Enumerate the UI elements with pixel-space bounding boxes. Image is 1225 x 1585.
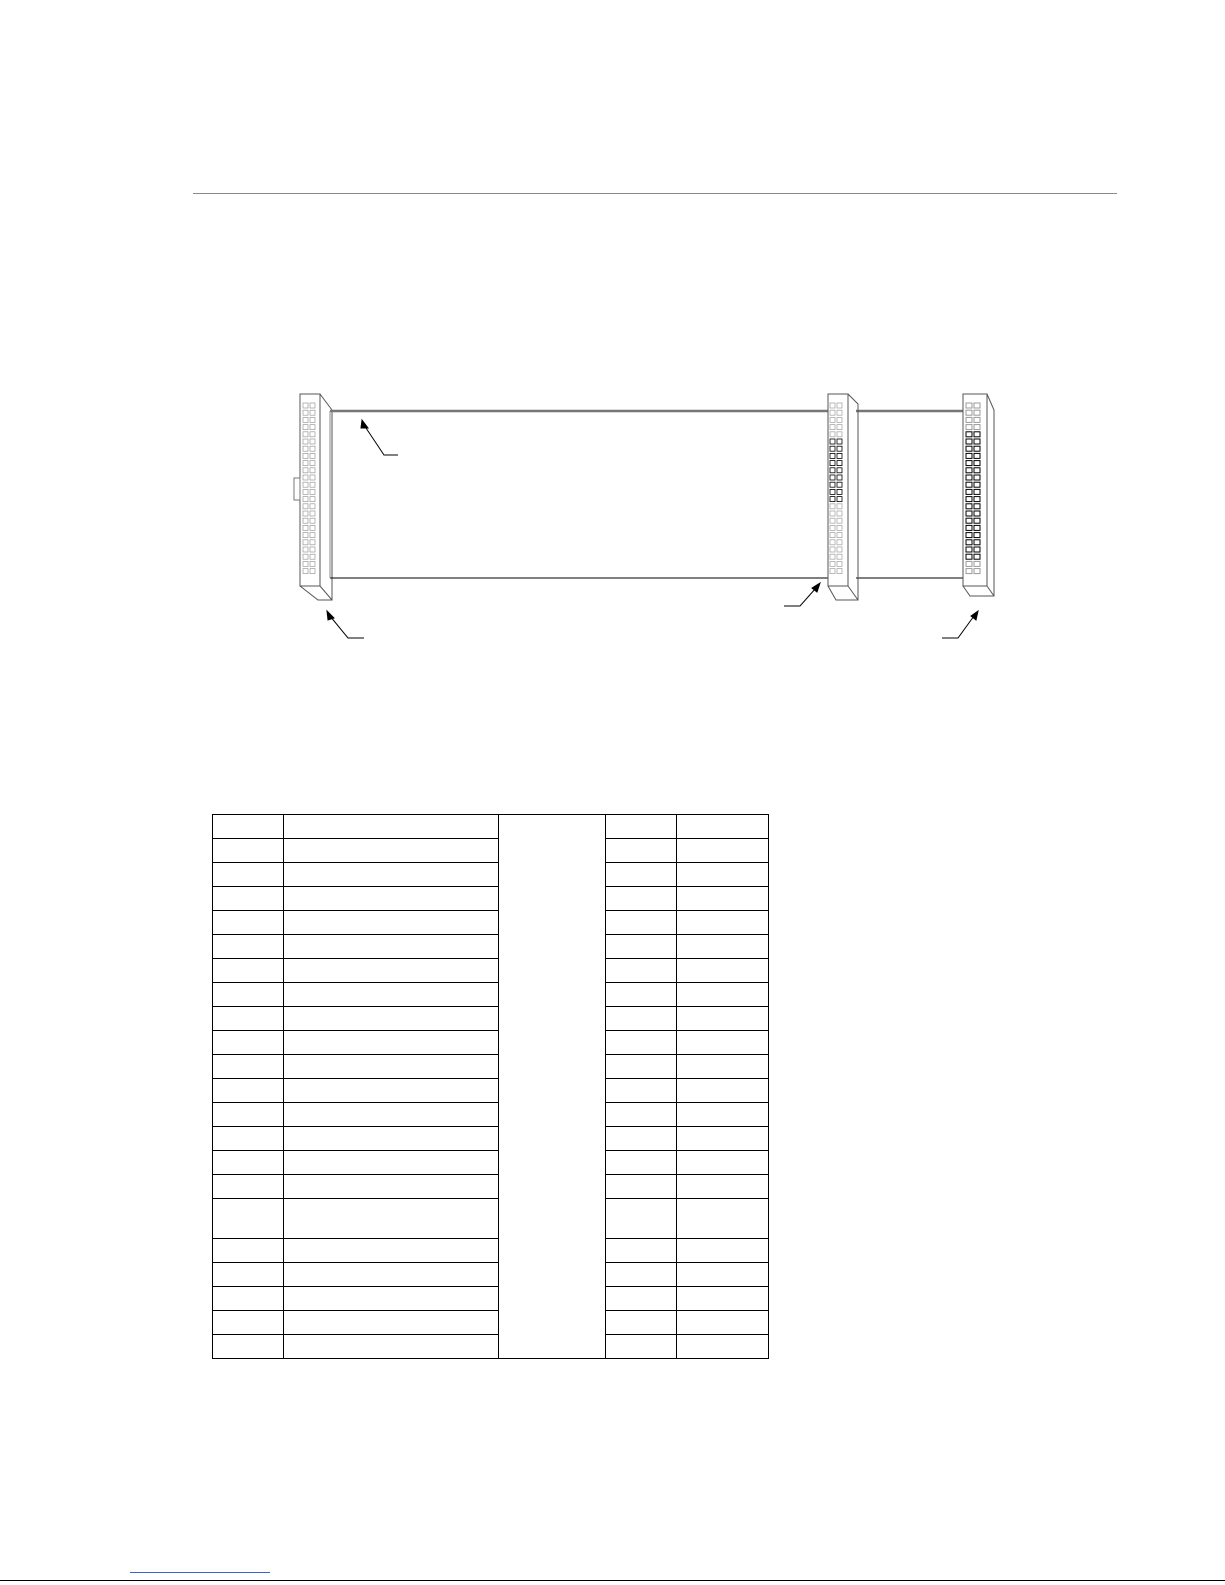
table-cell	[677, 935, 769, 959]
table-cell	[606, 1199, 677, 1239]
table-cell	[606, 1007, 677, 1031]
table-cell	[213, 1055, 284, 1079]
table-row	[213, 935, 769, 959]
table-cell	[284, 815, 499, 839]
pin-assignment-table	[212, 814, 769, 1359]
callout-arrow-middle	[784, 583, 820, 606]
footer-link[interactable]	[130, 1572, 270, 1573]
table-cell	[284, 959, 499, 983]
table-cell	[677, 1287, 769, 1311]
table-row	[213, 1175, 769, 1199]
table-cell	[606, 1079, 677, 1103]
table-cell	[606, 1311, 677, 1335]
table-cell	[606, 815, 677, 839]
table-cell	[606, 1263, 677, 1287]
table-row	[213, 1199, 769, 1239]
table-cell	[677, 1239, 769, 1263]
table-row	[213, 1127, 769, 1151]
table-cell	[677, 1031, 769, 1055]
table-row	[213, 911, 769, 935]
table-cell	[284, 983, 499, 1007]
header-rule	[193, 193, 1117, 194]
callout-arrow-left-connector	[327, 611, 364, 638]
table-row	[213, 1151, 769, 1175]
table-cell	[677, 911, 769, 935]
table-row	[213, 1055, 769, 1079]
table-cell	[677, 1079, 769, 1103]
table-cell	[284, 1031, 499, 1055]
table-cell	[213, 1175, 284, 1199]
table-cell	[284, 1079, 499, 1103]
middle-connector	[828, 394, 858, 600]
table-cell	[606, 1127, 677, 1151]
table-cell	[213, 1287, 284, 1311]
table-cell	[213, 1151, 284, 1175]
table-row	[213, 863, 769, 887]
table-cell	[284, 1239, 499, 1263]
table-cell	[213, 959, 284, 983]
table-cell	[606, 1335, 677, 1359]
table-cell	[677, 1311, 769, 1335]
table-cell	[606, 887, 677, 911]
table-cell	[213, 1199, 284, 1239]
table-cell	[677, 1007, 769, 1031]
table-cell	[213, 839, 284, 863]
table-cell	[606, 1175, 677, 1199]
table-cell	[213, 1007, 284, 1031]
table-row	[213, 1103, 769, 1127]
callout-arrow-right-connector	[942, 611, 978, 638]
table-cell	[606, 1055, 677, 1079]
table-cell	[213, 863, 284, 887]
table-cell	[677, 1103, 769, 1127]
callout-arrow-stripe	[361, 420, 398, 455]
table-cell	[284, 1335, 499, 1359]
table-cell	[213, 1335, 284, 1359]
table-cell	[606, 959, 677, 983]
table-cell	[284, 1103, 499, 1127]
table-cell	[284, 1263, 499, 1287]
left-connector	[294, 394, 332, 600]
table-cell	[213, 983, 284, 1007]
table-cell	[677, 1175, 769, 1199]
table-cell	[284, 1199, 499, 1239]
table-cell	[284, 1175, 499, 1199]
table-cell	[677, 1263, 769, 1287]
table-row	[213, 1311, 769, 1335]
table-cell	[284, 1311, 499, 1335]
table-cell	[606, 1287, 677, 1311]
table-cell	[284, 1055, 499, 1079]
table-cell	[213, 1263, 284, 1287]
table-cell	[677, 887, 769, 911]
table-cell	[677, 1127, 769, 1151]
table-cell	[606, 911, 677, 935]
table-row	[213, 983, 769, 1007]
table-cell	[606, 863, 677, 887]
table-cell	[677, 959, 769, 983]
table-cell	[213, 887, 284, 911]
table-cell	[677, 815, 769, 839]
table-cell	[606, 1031, 677, 1055]
table-cell	[213, 1031, 284, 1055]
table-cell	[213, 1127, 284, 1151]
table-cell	[606, 1103, 677, 1127]
table-cell	[213, 911, 284, 935]
table-row	[213, 1079, 769, 1103]
table-cell	[677, 1199, 769, 1239]
table-cell	[284, 911, 499, 935]
table-cell	[284, 1007, 499, 1031]
table-row	[213, 1263, 769, 1287]
table-cell	[284, 863, 499, 887]
table-row	[213, 1287, 769, 1311]
table-row	[213, 815, 769, 839]
table-cell	[284, 935, 499, 959]
table-cell	[677, 839, 769, 863]
table-row	[213, 1239, 769, 1263]
table-cell	[284, 839, 499, 863]
table-row	[213, 959, 769, 983]
table-cell	[284, 1287, 499, 1311]
ribbon-cable-diagram	[290, 390, 1020, 650]
table-cell	[606, 839, 677, 863]
table-cell	[606, 935, 677, 959]
table-cell	[213, 935, 284, 959]
table-cell	[677, 1335, 769, 1359]
table-cell	[213, 1311, 284, 1335]
table-cell	[677, 863, 769, 887]
table-cell	[213, 1239, 284, 1263]
table-cell	[284, 1127, 499, 1151]
footer-rule	[0, 1580, 1225, 1581]
table-cell	[606, 983, 677, 1007]
right-connector	[963, 394, 994, 596]
table-cell	[677, 1055, 769, 1079]
table-cell	[677, 983, 769, 1007]
table-row	[213, 839, 769, 863]
table-row	[213, 887, 769, 911]
table-cell	[606, 1239, 677, 1263]
table-cell	[284, 887, 499, 911]
table-cell	[213, 1079, 284, 1103]
table-row	[213, 1335, 769, 1359]
table-cell	[606, 1151, 677, 1175]
table-cell	[213, 815, 284, 839]
table-row	[213, 1007, 769, 1031]
table-merged-cell	[499, 815, 606, 1359]
table-cell	[284, 1151, 499, 1175]
table-row	[213, 1031, 769, 1055]
table-cell	[213, 1103, 284, 1127]
table-cell	[677, 1151, 769, 1175]
